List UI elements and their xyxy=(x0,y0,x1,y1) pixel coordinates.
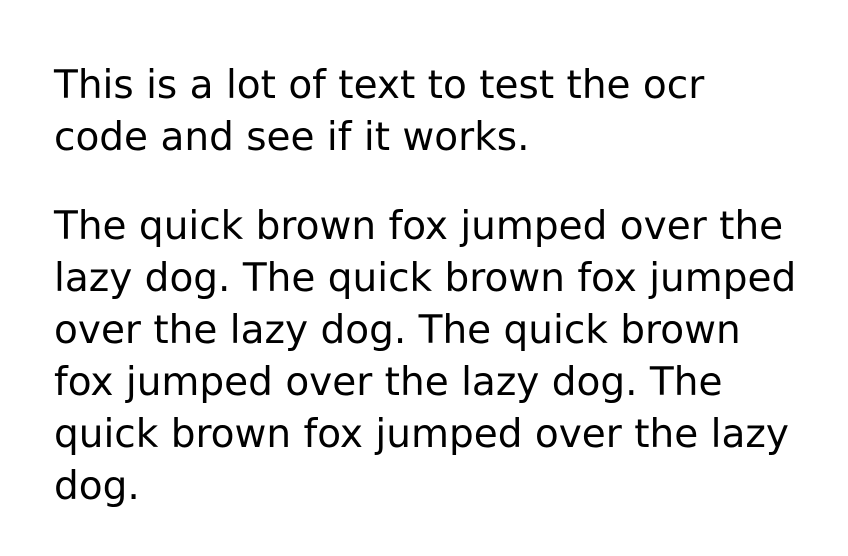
text-line: code and see if it works. xyxy=(54,115,530,160)
text-line: The quick brown fox jumped over the xyxy=(54,204,784,249)
text-line: fox jumped over the lazy dog. The xyxy=(54,360,723,405)
text-line: lazy dog. The quick brown fox jumped xyxy=(54,256,797,301)
text-line: This is a lot of text to test the ocr xyxy=(54,63,705,108)
text-line: quick brown fox jumped over the lazy xyxy=(54,412,789,457)
text-line: dog. xyxy=(54,464,140,509)
text-line: over the lazy dog. The quick brown xyxy=(54,308,741,353)
